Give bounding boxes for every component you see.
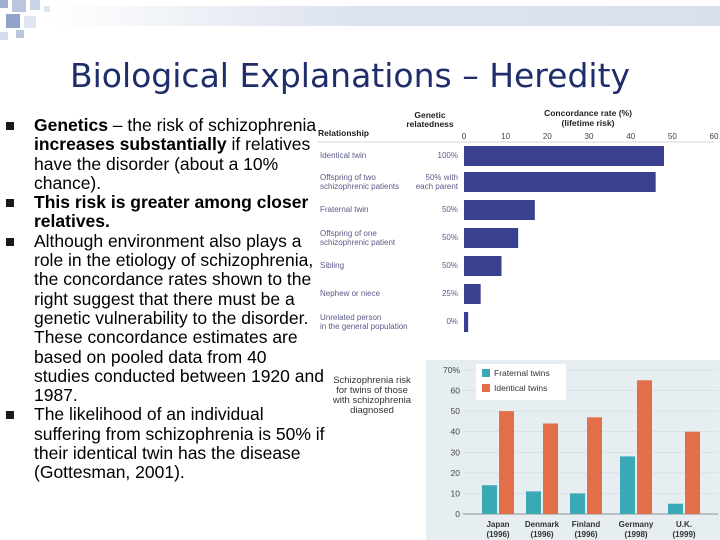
bullet-text: This risk is greater among closer relatives. <box>34 192 309 232</box>
concordance-bar <box>464 200 535 220</box>
relationship-label: Fraternal twin <box>320 205 369 214</box>
bullet-text: – the risk of schizophrenia <box>107 115 317 135</box>
concordance-bar <box>464 256 502 276</box>
relatedness-value: 50% with each parent <box>415 173 458 191</box>
relatedness-value: 25% <box>441 289 458 298</box>
fraternal-bar <box>570 493 585 514</box>
concordance-bar <box>464 172 656 192</box>
y-tick-label: 0 <box>455 509 460 519</box>
relationship-label: Unrelated person in the general population <box>320 313 408 331</box>
relationship-label: Offspring of one schizophrenic patient <box>320 229 396 247</box>
bullet-square-icon <box>6 199 14 207</box>
concordance-chart <box>318 106 720 338</box>
identical-bar <box>543 423 558 514</box>
fraternal-bar <box>526 491 541 514</box>
bullet-text: The likelihood of an individual suffering from schizophrenia is 50% if their identical twin has the disease (Gottesman, 2001). <box>34 404 325 483</box>
y-tick-label: 20 <box>450 467 460 478</box>
relationship-header: Relationship <box>318 128 370 138</box>
bullet-text: Genetics <box>34 115 108 135</box>
bullet-square-icon <box>6 122 14 130</box>
concordance-bar <box>464 228 518 248</box>
chart-caption: Schizophrenia risk for twins of those with schizophrenia diagnosed <box>332 375 412 416</box>
twin-risk-chart <box>318 360 720 540</box>
relationship-label: Nephew or niece <box>320 289 381 298</box>
legend-swatch <box>482 369 490 377</box>
relatedness-value: 100% <box>437 151 458 160</box>
bullet-text: increases substantially <box>34 134 227 155</box>
relationship-label: Sibling <box>320 261 345 270</box>
relatedness-value: 50% <box>441 205 458 214</box>
bullet-item <box>6 232 326 406</box>
bullet-item <box>6 116 326 193</box>
rate-header: Concordance rate (%) (lifetime risk) <box>544 108 632 128</box>
bullet-square-icon <box>6 238 14 246</box>
y-tick-label: 60 <box>450 385 460 396</box>
relatedness-value: 50% <box>441 233 458 242</box>
country-label: Germany (1998) <box>618 520 654 539</box>
y-tick-label: 30 <box>450 447 460 458</box>
concordance-bar <box>464 312 468 332</box>
x-tick-label: 10 <box>501 132 511 141</box>
country-label: Finland (1996) <box>571 520 601 539</box>
x-tick-label: 20 <box>542 132 552 141</box>
x-tick-label: 0 <box>461 132 467 141</box>
bullet-list <box>6 116 326 483</box>
relatedness-header: Genetic relatedness <box>406 110 454 129</box>
x-tick-label: 60 <box>709 132 719 141</box>
identical-bar <box>587 417 602 514</box>
legend-swatch <box>482 384 490 392</box>
fraternal-bar <box>620 456 635 514</box>
identical-bar <box>685 432 700 514</box>
bullet-item <box>6 193 326 232</box>
x-tick-label: 30 <box>584 132 594 141</box>
legend-label: Fraternal twins <box>494 368 550 378</box>
country-label: U.K. (1999) <box>672 520 696 539</box>
identical-bar <box>499 411 514 514</box>
bullet-item <box>6 405 326 482</box>
relationship-label: Identical twin <box>320 151 367 160</box>
bullet-text: Although environment also plays a role in the etiology of schizophrenia, the concordance rates shown to the right suggest that there must be a genetic vulnerability to the disorder. These concordance estimates are based on pooled data from 40 studies conducted between 1920 and 1987. <box>34 230 324 406</box>
bullet-text: if relatives have the disorder (about a 10% chance). <box>34 134 311 193</box>
concordance-bar <box>464 146 664 166</box>
y-tick-label: 50 <box>450 406 460 417</box>
y-tick-label: 70% <box>442 365 460 375</box>
top-band <box>50 6 720 26</box>
x-tick-label: 50 <box>667 132 677 141</box>
bullet-square-icon <box>6 411 14 419</box>
relatedness-value: 50% <box>441 261 458 270</box>
x-tick-label: 40 <box>626 132 636 141</box>
fraternal-bar <box>482 485 497 514</box>
country-label: Denmark (1996) <box>524 520 560 539</box>
y-tick-label: 40 <box>450 426 460 437</box>
relationship-label: Offspring of two schizophrenic patients <box>320 173 400 191</box>
fraternal-bar <box>668 504 683 514</box>
relatedness-value: 0% <box>446 317 458 326</box>
country-label: Japan (1996) <box>486 520 510 539</box>
identical-bar <box>637 380 652 514</box>
slide-title: Biological Explanations – Heredity <box>69 56 631 95</box>
concordance-bar <box>464 284 481 304</box>
legend-label: Identical twins <box>494 383 548 393</box>
y-tick-label: 10 <box>450 488 460 499</box>
